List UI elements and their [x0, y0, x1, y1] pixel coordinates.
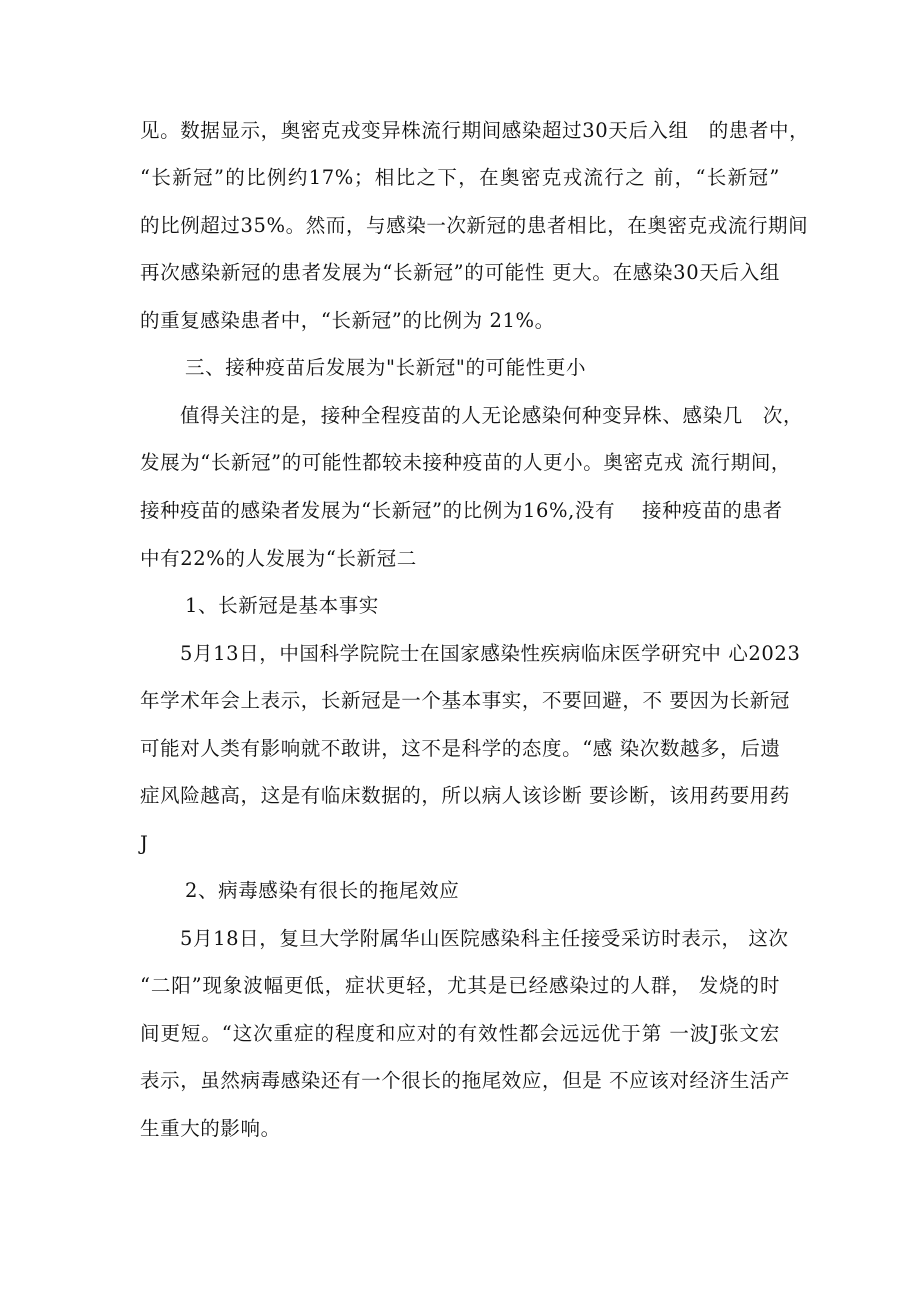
paragraph-line: “长新冠”的比例约17%；相比之下，在奥密克戎流行之 前，“长新冠”	[140, 166, 780, 189]
paragraph-line: 年学术年会上表示，长新冠是一个基本事实，不要回避，不 要因为长新冠	[140, 689, 790, 712]
paragraph-line: 值得关注的是，接种全程疫苗的人无论感染何种变异株、感染几 次，	[180, 404, 804, 427]
paragraph-line: 5月18日，复旦大学附属华山医院感染科主任接受采访时表示， 这次	[180, 927, 789, 950]
paragraph-line: 5月13日，中国科学院院士在国家感染性疾病临床医学研究中 心2023	[180, 642, 801, 665]
section-heading: 三、接种疫苗后发展为"长新冠"的可能性更小	[185, 356, 587, 379]
paragraph-line: “二阳”现象波幅更低，症状更轻，尤其是已经感染过的人群， 发烧的时	[140, 974, 780, 997]
paragraph-line: 生重大的影响。	[140, 1117, 281, 1140]
paragraph-line: 见。数据显示，奥密克戎变异株流行期间感染超过30天后入组 的患者中，	[140, 119, 810, 142]
paragraph-line: 的重复感染患者中，“长新冠”的比例为 21%。	[140, 309, 555, 332]
paragraph-line: 可能对人类有影响就不敢讲，这不是科学的态度。“感 染次数越多，后遗	[140, 737, 781, 760]
paragraph-line: 发展为“长新冠”的可能性都较未接种疫苗的人更小。奥密克戎 流行期间，	[140, 451, 792, 474]
subsection-heading: 2、病毒感染有很长的拖尾效应	[185, 879, 460, 902]
paragraph-line: 的比例超过35%。然而，与感染一次新冠的患者相比，在奥密克戎流行期间	[140, 214, 809, 237]
paragraph-line: 表示，虽然病毒感染还有一个很长的拖尾效应，但是 不应该对经济生活产	[140, 1069, 790, 1092]
paragraph-line: 症风险越高，这是有临床数据的，所以病人该诊断 要诊断，该用药要用药	[140, 784, 790, 807]
paragraph-line: J	[140, 832, 149, 855]
paragraph-line: 接种疫苗的感染者发展为“长新冠”的比例为16%,没有 接种疫苗的患者	[140, 499, 783, 522]
paragraph-line: 再次感染新冠的患者发展为“长新冠”的可能性 更大。在感染30天后入组	[140, 261, 780, 284]
paragraph-line: 中有22%的人发展为“长新冠二	[140, 547, 417, 570]
subsection-heading: 1、长新冠是基本事实	[185, 594, 379, 617]
paragraph-line: 间更短。“这次重症的程度和应对的有效性都会远远优于第 一波J张文宏	[140, 1022, 780, 1045]
